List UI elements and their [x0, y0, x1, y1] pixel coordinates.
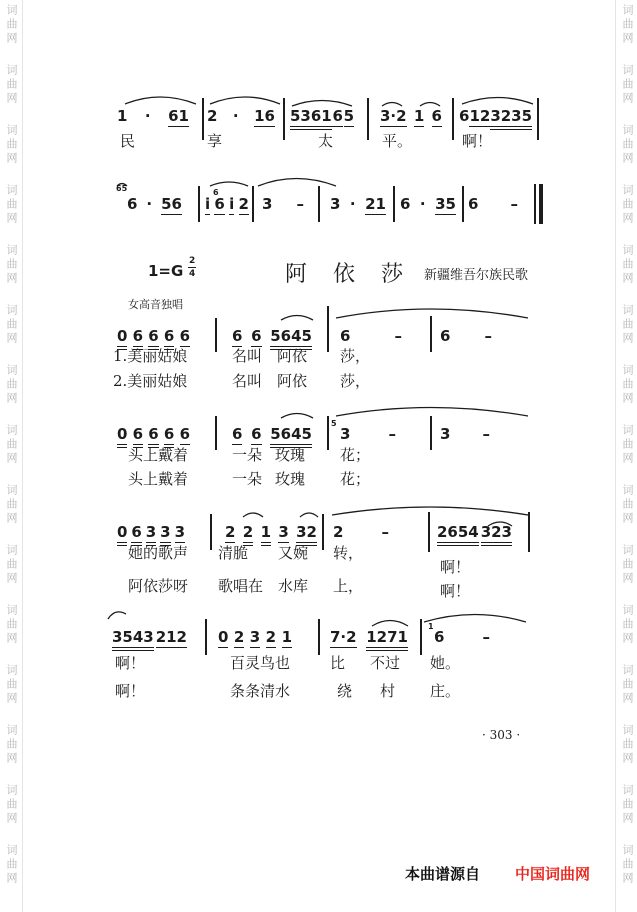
- grace-note: 5: [331, 419, 337, 428]
- lyric-verse1: 转，: [333, 544, 364, 562]
- note: 3: [440, 425, 451, 443]
- note: 35: [435, 195, 456, 213]
- measure: [434, 629, 490, 649]
- voice-part: 女高音独唱: [128, 298, 183, 311]
- watermark-text: 词曲网: [5, 544, 18, 586]
- lyric-verse2: 啊！: [440, 582, 471, 600]
- dash: –: [484, 327, 492, 345]
- note: 5645: [270, 328, 312, 350]
- slur: [292, 101, 352, 107]
- measure: [340, 328, 402, 348]
- note: 6: [133, 328, 143, 350]
- note: 7·2: [330, 628, 357, 646]
- watermark-text: 词曲网: [5, 604, 18, 646]
- note: 3: [262, 195, 273, 213]
- note: 3543: [112, 629, 154, 651]
- lyric-verse1: 清脆: [218, 544, 249, 562]
- note: 1: [117, 107, 128, 125]
- measure: [117, 108, 189, 128]
- lyric-verse2: 玫瑰: [275, 470, 306, 488]
- lyric-verse1: 一朵: [232, 446, 263, 464]
- slur: [281, 316, 313, 321]
- measure: [440, 328, 492, 348]
- note: 0: [117, 524, 127, 546]
- watermark-text: 词曲网: [621, 664, 634, 706]
- lyric-verse1: 她的歌声: [128, 544, 189, 562]
- right-margin-line: [615, 0, 616, 912]
- bar-line: [428, 512, 430, 552]
- note: 5645: [270, 426, 312, 448]
- measure: [205, 196, 249, 216]
- lyric: 民: [120, 132, 136, 150]
- watermark-text: 词曲网: [621, 424, 634, 466]
- bar-line: [430, 316, 432, 352]
- lyric-verse1: 花；: [340, 446, 371, 464]
- watermark-text: 词曲网: [621, 844, 634, 886]
- lyric-verse1: 百灵鸟也: [230, 654, 291, 672]
- bar-line: [322, 514, 324, 550]
- note: 6: [133, 426, 143, 448]
- note: 1: [413, 107, 425, 125]
- lyric-verse2: 莎，: [340, 372, 371, 390]
- slur: [336, 309, 528, 318]
- lyric-verse1: 莎，: [340, 347, 371, 365]
- slur: [424, 615, 526, 623]
- watermark-text: 词曲网: [5, 244, 18, 286]
- note: 6: [400, 195, 411, 213]
- slur: [210, 182, 248, 186]
- measure: [330, 629, 408, 649]
- watermark-text: 词曲网: [621, 64, 634, 106]
- bar-line: [210, 514, 212, 550]
- lyric-verse2: 名叫: [232, 372, 263, 390]
- measure: [218, 629, 292, 649]
- note-dot: ·: [146, 195, 153, 213]
- note: 3: [278, 523, 289, 541]
- measure: [290, 108, 354, 128]
- note: 6: [434, 628, 445, 646]
- lyric-verse2: 花；: [340, 470, 371, 488]
- note: 6: [251, 425, 262, 443]
- note: 2: [265, 628, 277, 646]
- note: 1: [281, 628, 292, 646]
- lyric: 平。: [382, 132, 413, 150]
- lyric-verse1: 比: [330, 654, 346, 672]
- bar-line: [318, 186, 320, 222]
- slur: [243, 513, 263, 517]
- note: 6: [148, 426, 158, 448]
- lyric-verse2: 水库: [278, 577, 309, 595]
- note: 6: [214, 195, 225, 213]
- measure: [232, 426, 312, 446]
- lyric-verse2: 啊！: [115, 682, 146, 700]
- bar-line: [215, 416, 217, 450]
- lyric-verse2: 头上戴着: [128, 470, 189, 488]
- bar-line: [205, 619, 207, 655]
- time-signature-line: [188, 267, 196, 268]
- bar-line: [393, 186, 395, 222]
- measure: [232, 328, 312, 348]
- note: 3235: [490, 108, 532, 130]
- lyric: 太: [318, 132, 334, 150]
- note-dot: ·: [349, 195, 356, 213]
- bar-line: [537, 98, 539, 140]
- watermark-text: 词曲网: [621, 304, 634, 346]
- slur: [462, 98, 533, 105]
- measure: [117, 426, 190, 446]
- bar-line: [215, 318, 217, 352]
- note: 6: [251, 327, 262, 345]
- note: i: [229, 195, 235, 213]
- lyric-verse1: 名叫: [232, 347, 263, 365]
- lyric-verse2: 绕: [337, 682, 353, 700]
- note: 2: [225, 523, 236, 541]
- lyric-verse1: 玫瑰: [275, 446, 306, 464]
- bar-line: [430, 416, 432, 450]
- measure: [437, 524, 512, 544]
- bar-line: [528, 512, 530, 552]
- watermark-text: 词曲网: [621, 124, 634, 166]
- lyric-verse1: 又婉: [278, 544, 309, 562]
- note: 6: [179, 327, 190, 345]
- note: 6: [164, 426, 174, 448]
- lyric-verse2: 条条清水: [230, 682, 291, 700]
- slur: [300, 513, 318, 517]
- note: 3: [146, 524, 156, 546]
- dash: –: [510, 195, 518, 213]
- time-signature-bottom: 4: [189, 269, 196, 279]
- watermark-text: 词曲网: [621, 184, 634, 226]
- bar-line: [198, 186, 200, 222]
- note: 5361: [290, 108, 332, 130]
- dash: –: [381, 523, 389, 541]
- watermark-text: 词曲网: [5, 64, 18, 106]
- measure: [112, 629, 187, 649]
- note-dot: ·: [144, 107, 151, 125]
- note: 0: [117, 426, 127, 448]
- slur: [210, 97, 280, 104]
- page-number: · 303 ·: [482, 728, 521, 742]
- note: 6: [164, 328, 174, 350]
- note-dot: ·: [232, 107, 239, 125]
- note: 2: [207, 107, 218, 125]
- watermark-text: 词曲网: [5, 184, 18, 226]
- slur: [332, 507, 528, 515]
- slur: [382, 103, 402, 107]
- grace-note: 65: [116, 184, 128, 193]
- note: 6: [232, 327, 243, 345]
- note: 6: [340, 327, 351, 345]
- note: 6: [332, 107, 343, 125]
- lyric-verse2: 阿依莎呀: [128, 577, 189, 595]
- lyric-verse2: 一朵: [232, 470, 263, 488]
- site-name-link[interactable]: 中国词曲网: [515, 865, 591, 883]
- lyric-verse2: 歌唱在: [218, 577, 264, 595]
- note: 6: [459, 107, 470, 125]
- note: 12: [469, 107, 491, 125]
- note: 212: [155, 628, 187, 646]
- bar-line: [327, 416, 329, 450]
- watermark-text: 词曲网: [5, 124, 18, 166]
- watermark-text: 词曲网: [621, 244, 634, 286]
- watermark-text: 词曲网: [5, 424, 18, 466]
- note: 6: [148, 328, 158, 350]
- lyric-verse1: 啊！: [440, 558, 471, 576]
- dash: –: [388, 425, 396, 443]
- source-label: 本曲谱源自: [405, 865, 481, 883]
- note: 56: [161, 195, 182, 213]
- bar-line: [202, 98, 204, 140]
- measure: [262, 196, 304, 216]
- watermark-text: 词曲网: [5, 784, 18, 826]
- note: 32: [296, 524, 317, 546]
- dash: –: [296, 195, 304, 213]
- dash: –: [482, 628, 490, 646]
- measure: [459, 108, 532, 128]
- bar-line: [327, 306, 329, 352]
- lyric-verse2: 2.美丽姑娘: [113, 372, 188, 390]
- watermark-text: 词曲网: [5, 724, 18, 766]
- bar-line: [252, 186, 254, 222]
- note: 3: [160, 524, 170, 546]
- note: 2: [243, 524, 253, 546]
- slur: [372, 621, 408, 627]
- lyric-verse2: 上，: [333, 577, 364, 595]
- lyric-verse2: 阿依: [277, 372, 308, 390]
- note: i: [205, 195, 211, 213]
- watermark-text: 词曲网: [5, 484, 18, 526]
- song-origin: 新疆维吾尔族民歌: [424, 268, 529, 283]
- watermark-text: 词曲网: [621, 484, 634, 526]
- song-title: 阿依莎: [285, 262, 430, 287]
- lyric-verse1: 啊！: [115, 654, 146, 672]
- final-bar-line-thick: [539, 184, 543, 224]
- note: 16: [254, 107, 275, 125]
- measure: [127, 196, 182, 216]
- measure: [330, 196, 386, 216]
- note: 2: [333, 523, 344, 541]
- note: 6: [232, 425, 243, 443]
- watermark-text: 词曲网: [5, 664, 18, 706]
- measure: [117, 524, 185, 544]
- measure: [225, 524, 317, 544]
- note: 3: [330, 195, 341, 213]
- measure: [440, 426, 490, 446]
- watermark-text: 词曲网: [621, 604, 634, 646]
- left-margin-line: [22, 0, 23, 912]
- note: 6: [468, 195, 479, 213]
- watermark-text: 词曲网: [5, 364, 18, 406]
- measure: [400, 196, 456, 216]
- note: 0: [218, 628, 229, 646]
- watermark-text: 词曲网: [621, 724, 634, 766]
- note: 3: [249, 628, 261, 646]
- bar-line: [452, 98, 454, 140]
- measure: [468, 196, 518, 216]
- watermark-text: 词曲网: [621, 364, 634, 406]
- watermark-text: 词曲网: [5, 304, 18, 346]
- note: 1: [261, 524, 271, 546]
- key-signature: 1=G: [148, 262, 184, 280]
- lyric-verse1: 头上戴着: [128, 446, 189, 464]
- lyric-verse1: 她。: [430, 654, 461, 672]
- lyric-verse2: 村: [380, 682, 396, 700]
- measure: [207, 108, 275, 128]
- bar-line: [420, 619, 422, 655]
- final-bar-line-thin: [534, 184, 536, 224]
- slur: [108, 612, 126, 619]
- note: 6: [440, 327, 451, 345]
- note: 0: [117, 328, 127, 350]
- lyric-verse2: 庄。: [430, 682, 461, 700]
- note: 6: [131, 524, 141, 546]
- note: 323: [481, 524, 512, 546]
- note: 2: [238, 195, 249, 213]
- note: 5: [343, 107, 354, 125]
- note-dot: ·: [419, 195, 426, 213]
- grace-note: 6: [213, 188, 219, 197]
- dash: –: [394, 327, 402, 345]
- note: 6: [179, 425, 190, 443]
- note: 2: [233, 628, 245, 646]
- watermark-text: 词曲网: [621, 784, 634, 826]
- watermark-text: 词曲网: [5, 844, 18, 886]
- watermark-text: 词曲网: [621, 4, 634, 46]
- slur: [420, 103, 440, 107]
- lyric: 享: [207, 132, 223, 150]
- note: 6: [431, 107, 442, 125]
- note: 2654: [437, 524, 479, 546]
- note: 1271: [366, 629, 408, 651]
- measure: [380, 108, 442, 128]
- watermark-text: 词曲网: [621, 544, 634, 586]
- bar-line: [283, 98, 285, 140]
- lyric-verse1: 不过: [370, 654, 401, 672]
- measure: [117, 328, 190, 348]
- lyric-verse1: 阿依: [277, 347, 308, 365]
- bar-line: [367, 98, 369, 140]
- note: 21: [365, 195, 386, 213]
- time-signature-top: 2: [189, 256, 196, 266]
- note: 6: [127, 195, 138, 213]
- measure: [340, 426, 396, 446]
- note: 61: [168, 107, 189, 125]
- lyric-verse1: 1.美丽姑娘: [113, 347, 188, 365]
- slur: [281, 414, 313, 419]
- note: 3: [174, 523, 185, 541]
- dash: –: [482, 425, 490, 443]
- watermark-text: 词曲网: [5, 4, 18, 46]
- note: 3·2: [380, 107, 407, 125]
- bar-line: [462, 186, 464, 222]
- bar-line: [318, 619, 320, 655]
- slur: [258, 179, 336, 187]
- slur: [336, 408, 528, 417]
- grace-note: 1: [428, 622, 434, 631]
- lyric: 啊！: [462, 132, 493, 150]
- slur: [125, 97, 196, 104]
- note: 3: [340, 425, 351, 443]
- measure: [333, 524, 389, 544]
